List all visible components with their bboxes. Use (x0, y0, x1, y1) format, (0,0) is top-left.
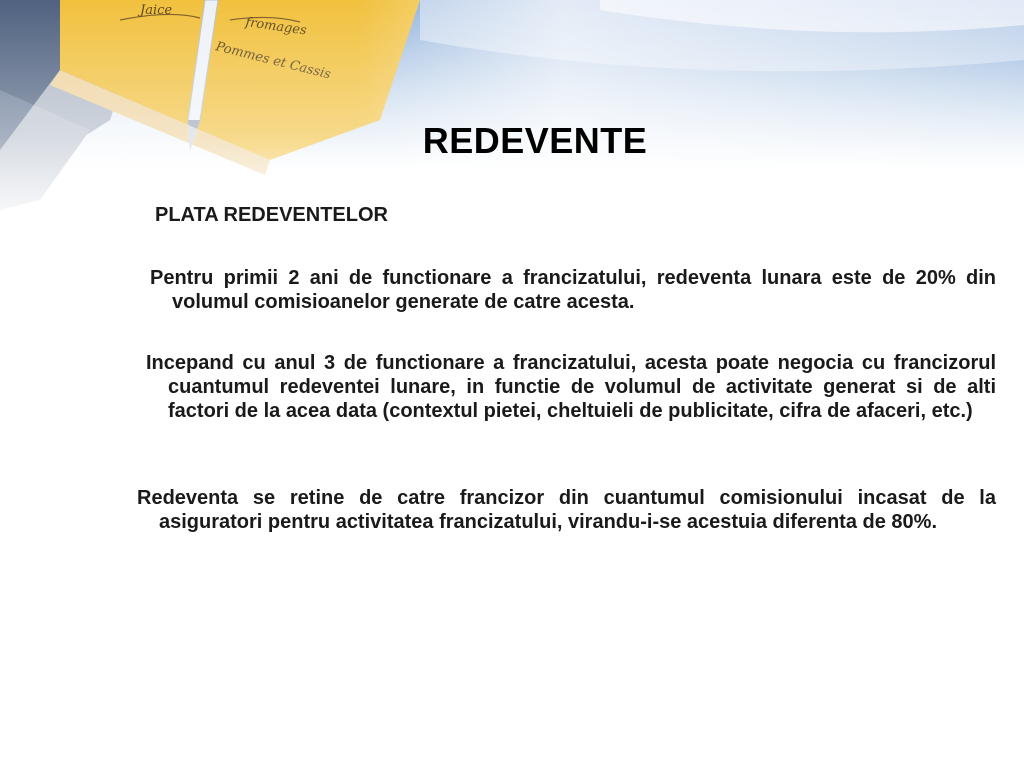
slide-subtitle: PLATA REDEVENTELOR (155, 204, 388, 226)
paragraph-3: Redeventa se retine de catre francizor din cuantumul comisionului incasat de la asiguratori pentru activitatea francizatului, virandu-i-se acestuia diferenta de 80%. (137, 487, 996, 533)
paragraph-1: Pentru primii 2 ani de functionare a francizatului, redeventa lunara este de 20% din volumul comisioanelor generate de catre acesta. (150, 267, 996, 313)
slide-title: REDEVENTE (422, 120, 648, 161)
header-photo-banner (0, 0, 1024, 230)
paragraph-2: Incepand cu anul 3 de functionare a francizatului, acesta poate negocia cu francizorul cuantumul redeventei lunare, in functie de volumul de activitate generat si de alti factori de la acea data (contextul pietei, cheltuieli de publicitate, cifra de afaceri, etc.) (146, 352, 996, 422)
header-illustration (0, 0, 1024, 230)
